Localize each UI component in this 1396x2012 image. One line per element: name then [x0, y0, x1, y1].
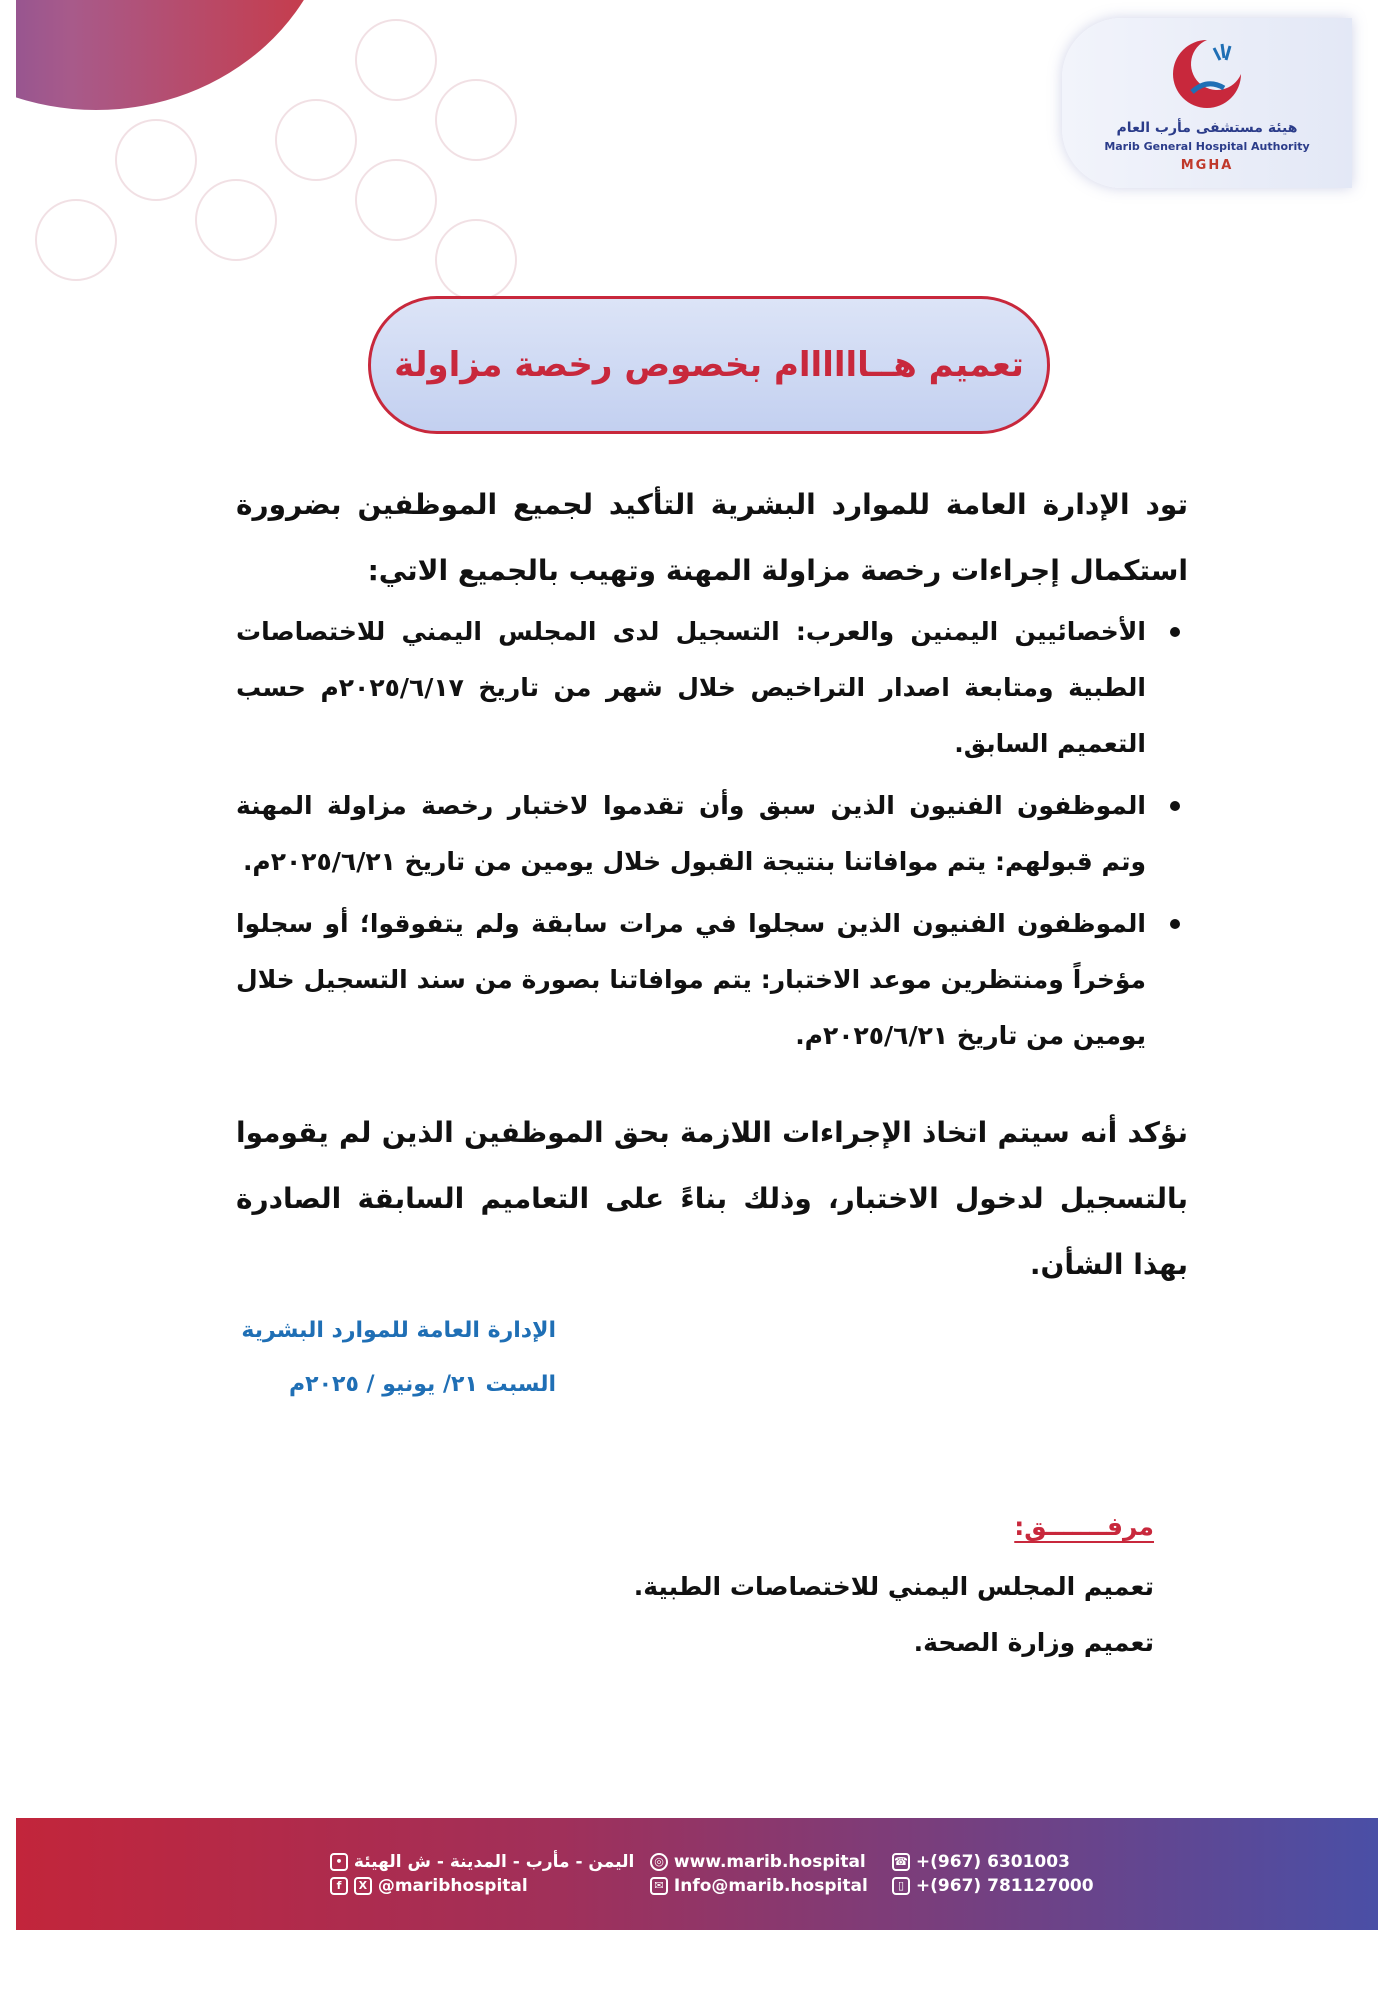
attachments-label: مرفـــــــق:: [1014, 1512, 1154, 1541]
location-icon: •: [330, 1853, 348, 1871]
footer-phone-2: ▯ +(967) 781127000: [892, 1876, 1094, 1896]
hospital-logo: [1062, 18, 1352, 188]
requirements-list: [236, 604, 1188, 1070]
footer-email: ✉ Info@marib.hospital: [650, 1876, 868, 1896]
list-item: [236, 778, 1188, 890]
title-banner: [368, 296, 1050, 434]
closing-paragraph: نؤكد أنه سيتم اتخاذ الإجراءات اللازمة بحق الموظفين الذين لم يقوموا بالتسجيل لدخول الاختبار، وذلك بناءً على التعاميم السابقة الصادرة بهذا الشأن.: [236, 1116, 1188, 1281]
globe-icon: ◎: [650, 1853, 668, 1871]
letter-page: [16, 0, 1378, 1932]
signature-block: [216, 1304, 556, 1412]
x-icon: X: [354, 1877, 372, 1895]
logo-abbreviation: MGHA: [1180, 158, 1234, 173]
pattern-decoration: [16, 0, 536, 300]
footer-social: f X @maribhospital: [330, 1876, 528, 1896]
facebook-icon: f: [330, 1877, 348, 1895]
bullet-icon: [1170, 627, 1180, 637]
attachment-item: تعميم المجلس اليمني للاختصاصات الطبية.: [633, 1572, 1154, 1601]
list-item-text: الموظفون الفنيون الذين سجلوا في مرات سابقة ولم يتفوقوا؛ أو سجلوا مؤخراً ومنتظرين موعد الاختبار: يتم موافاتنا بصورة من سند التسجيل خلال يومين من تاريخ ٢٠٢٥/٦/٢١م.: [236, 909, 1146, 1050]
crescent-logo-icon: [1162, 30, 1252, 120]
signature-department: الإدارة العامة للموارد البشرية: [241, 1318, 556, 1343]
mail-icon: ✉: [650, 1877, 668, 1895]
bullet-icon: [1170, 801, 1180, 811]
phone-icon: ☎: [892, 1853, 910, 1871]
list-item-text: الأخصائيين اليمنين والعرب: التسجيل لدى المجلس اليمني للاختصاصات الطبية ومتابعة اصدار التراخيص خلال شهر من تاريخ ٢٠٢٥/٦/١٧م حسب التعميم السابق.: [236, 617, 1146, 758]
mobile-icon: ▯: [892, 1877, 910, 1895]
logo-name-arabic: هيئة مستشفى مأرب العام: [1116, 120, 1298, 136]
signature-date: السبت ٢١/ يونيو / ٢٠٢٥م: [289, 1372, 556, 1397]
logo-name-english: Marib General Hospital Authority: [1104, 140, 1310, 153]
footer-address: • اليمن - مأرب - المدينة - ش الهيئة: [330, 1852, 634, 1872]
intro-paragraph: تود الإدارة العامة للموارد البشرية التأكيد لجميع الموظفين بضرورة استكمال إجراءات رخصة مزاولة المهنة وتهيب بالجميع الاتي:: [236, 488, 1188, 587]
document-title: تعميم هــاااااام بخصوص رخصة مزاولة: [394, 345, 1024, 385]
list-item-text: الموظفون الفنيون الذين سبق وأن تقدموا لاختبار رخصة مزاولة المهنة وتم قبولهم: يتم موافاتنا بنتيجة القبول خلال يومين من تاريخ ٢٠٢٥/٦/٢١م.: [236, 791, 1146, 876]
bullet-icon: [1170, 919, 1180, 929]
list-item: [236, 604, 1188, 772]
footer-bar: [16, 1818, 1378, 1930]
attachment-item: تعميم وزارة الصحة.: [913, 1628, 1154, 1657]
footer-website: ◎ www.marib.hospital: [650, 1852, 866, 1872]
footer-phone-1: ☎ +(967) 6301003: [892, 1852, 1070, 1872]
list-item: [236, 896, 1188, 1064]
